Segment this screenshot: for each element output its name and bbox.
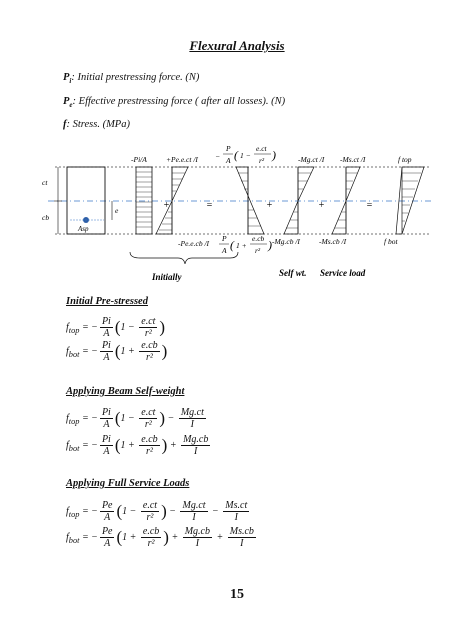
equation-f-bot-service: $f_{bot}$ = − $\frac{Pe}{A}$ (1 + $\frac{e.cb}{\text{r²}}$ ) + $\frac{Mg.cb}{I}$ + $\frac{Ms.cb}{I}$ bbox=[66, 526, 254, 549]
label-pe-e-ct: +Pe.e.ct /I bbox=[166, 155, 198, 164]
definition-pi: $P_i$: Initial prestressing force. (N) bbox=[63, 72, 200, 86]
final-result-trapezoid bbox=[396, 167, 424, 234]
svg-text:P: P bbox=[222, 234, 227, 243]
label-mg-cb: -Mg.cb /I bbox=[272, 237, 300, 246]
label-f-bot: f bot bbox=[384, 237, 398, 246]
initial-bottom-formula bbox=[219, 234, 272, 255]
page-title: Flexural Analysis bbox=[189, 38, 285, 53]
equation-f-bot-initial: $f_{bot}$ = − $\frac{Pi}{A}$ (1 + $\frac{e.cb}{\text{r²}}$ ) bbox=[66, 340, 168, 363]
definition-pe: $P_e$: Effective prestressing force ( after all losses). (N) bbox=[63, 96, 286, 110]
op-equals-1: = bbox=[206, 200, 213, 211]
e-dim-label: e bbox=[115, 206, 119, 215]
initial-top-formula bbox=[215, 144, 276, 165]
page-number: 15 bbox=[230, 587, 244, 602]
label-ms-cb: -Ms.cb /I bbox=[319, 237, 347, 246]
svg-text:): ) bbox=[268, 238, 272, 252]
asp-label: Asp bbox=[78, 225, 89, 233]
definition-f: f: Stress. (MPa) bbox=[63, 119, 130, 130]
svg-text:1 −: 1 − bbox=[240, 151, 251, 160]
cb-dim-label: cb bbox=[42, 213, 50, 222]
label-pi-a: -Pi/A bbox=[131, 155, 147, 164]
equation-f-bot-self-weight: $f_{bot}$ = − $\frac{Pi}{A}$ (1 + $\frac{e.cb}{\text{r²}}$ ) + $\frac{Mg.cb}{I}$ bbox=[66, 434, 209, 457]
svg-text:r²: r² bbox=[259, 156, 265, 165]
equation-f-top-self-weight: $f_{top}$ = − $\frac{Pi}{A}$ (1 − $\frac{e.ct}{\text{r²}}$ ) − $\frac{Mg.ct}{I}$ bbox=[66, 407, 204, 430]
svg-text:(: ( bbox=[234, 148, 238, 162]
section-service-loads: Applying Full Service Loads bbox=[66, 478, 190, 489]
label-mg-ct: -Mg.ct /I bbox=[298, 155, 325, 164]
label-pe-e-cb: -Pe.e.cb /I bbox=[178, 239, 210, 248]
uniform-stress-block bbox=[136, 167, 152, 234]
svg-text:1 +: 1 + bbox=[236, 241, 247, 250]
svg-text:P: P bbox=[226, 144, 231, 153]
stress-diagram bbox=[0, 140, 474, 290]
initially-label: Initially bbox=[152, 272, 182, 282]
svg-text:r²: r² bbox=[255, 246, 261, 255]
service-load-label: Service load bbox=[320, 268, 366, 278]
svg-text:e.cb: e.cb bbox=[252, 234, 265, 243]
op-equals-2: = bbox=[366, 200, 373, 211]
svg-text:−: − bbox=[215, 152, 221, 161]
svg-text:A: A bbox=[222, 246, 227, 255]
section-self-weight: Applying Beam Self-weight bbox=[66, 386, 185, 397]
equation-f-top-initial: $f_{top}$ = − $\frac{Pi}{A}$ (1 − $\frac{e.ct}{\text{r²}}$ ) bbox=[66, 316, 166, 339]
self-weight-triangle bbox=[284, 167, 314, 234]
service-load-triangle bbox=[332, 167, 360, 234]
prestress-moment-triangle bbox=[156, 167, 188, 234]
op-plus-2: + bbox=[266, 200, 273, 211]
svg-text:A: A bbox=[226, 156, 231, 165]
label-ms-ct: -Ms.ct /I bbox=[340, 155, 366, 164]
op-plus-3: + bbox=[318, 200, 325, 211]
label-f-top: f top bbox=[398, 155, 412, 164]
section-initial-prestressed: Initial Pre-stressed bbox=[66, 296, 148, 307]
op-plus-1: + bbox=[163, 200, 170, 211]
svg-text:): ) bbox=[272, 148, 276, 162]
self-wt-label: Self wt. bbox=[279, 268, 307, 278]
ct-dim-label: ct bbox=[42, 178, 48, 187]
equation-f-top-service: $f_{top}$ = − $\frac{Pe}{A}$ (1 − $\frac{e.ct}{\text{r²}}$ ) − $\frac{Mg.ct}{I}$ − $\frac{Ms.ct}{I}$ bbox=[66, 500, 248, 523]
svg-text:e.ct: e.ct bbox=[256, 144, 267, 153]
initial-result-trapezoid bbox=[236, 167, 264, 234]
svg-text:(: ( bbox=[230, 238, 234, 252]
